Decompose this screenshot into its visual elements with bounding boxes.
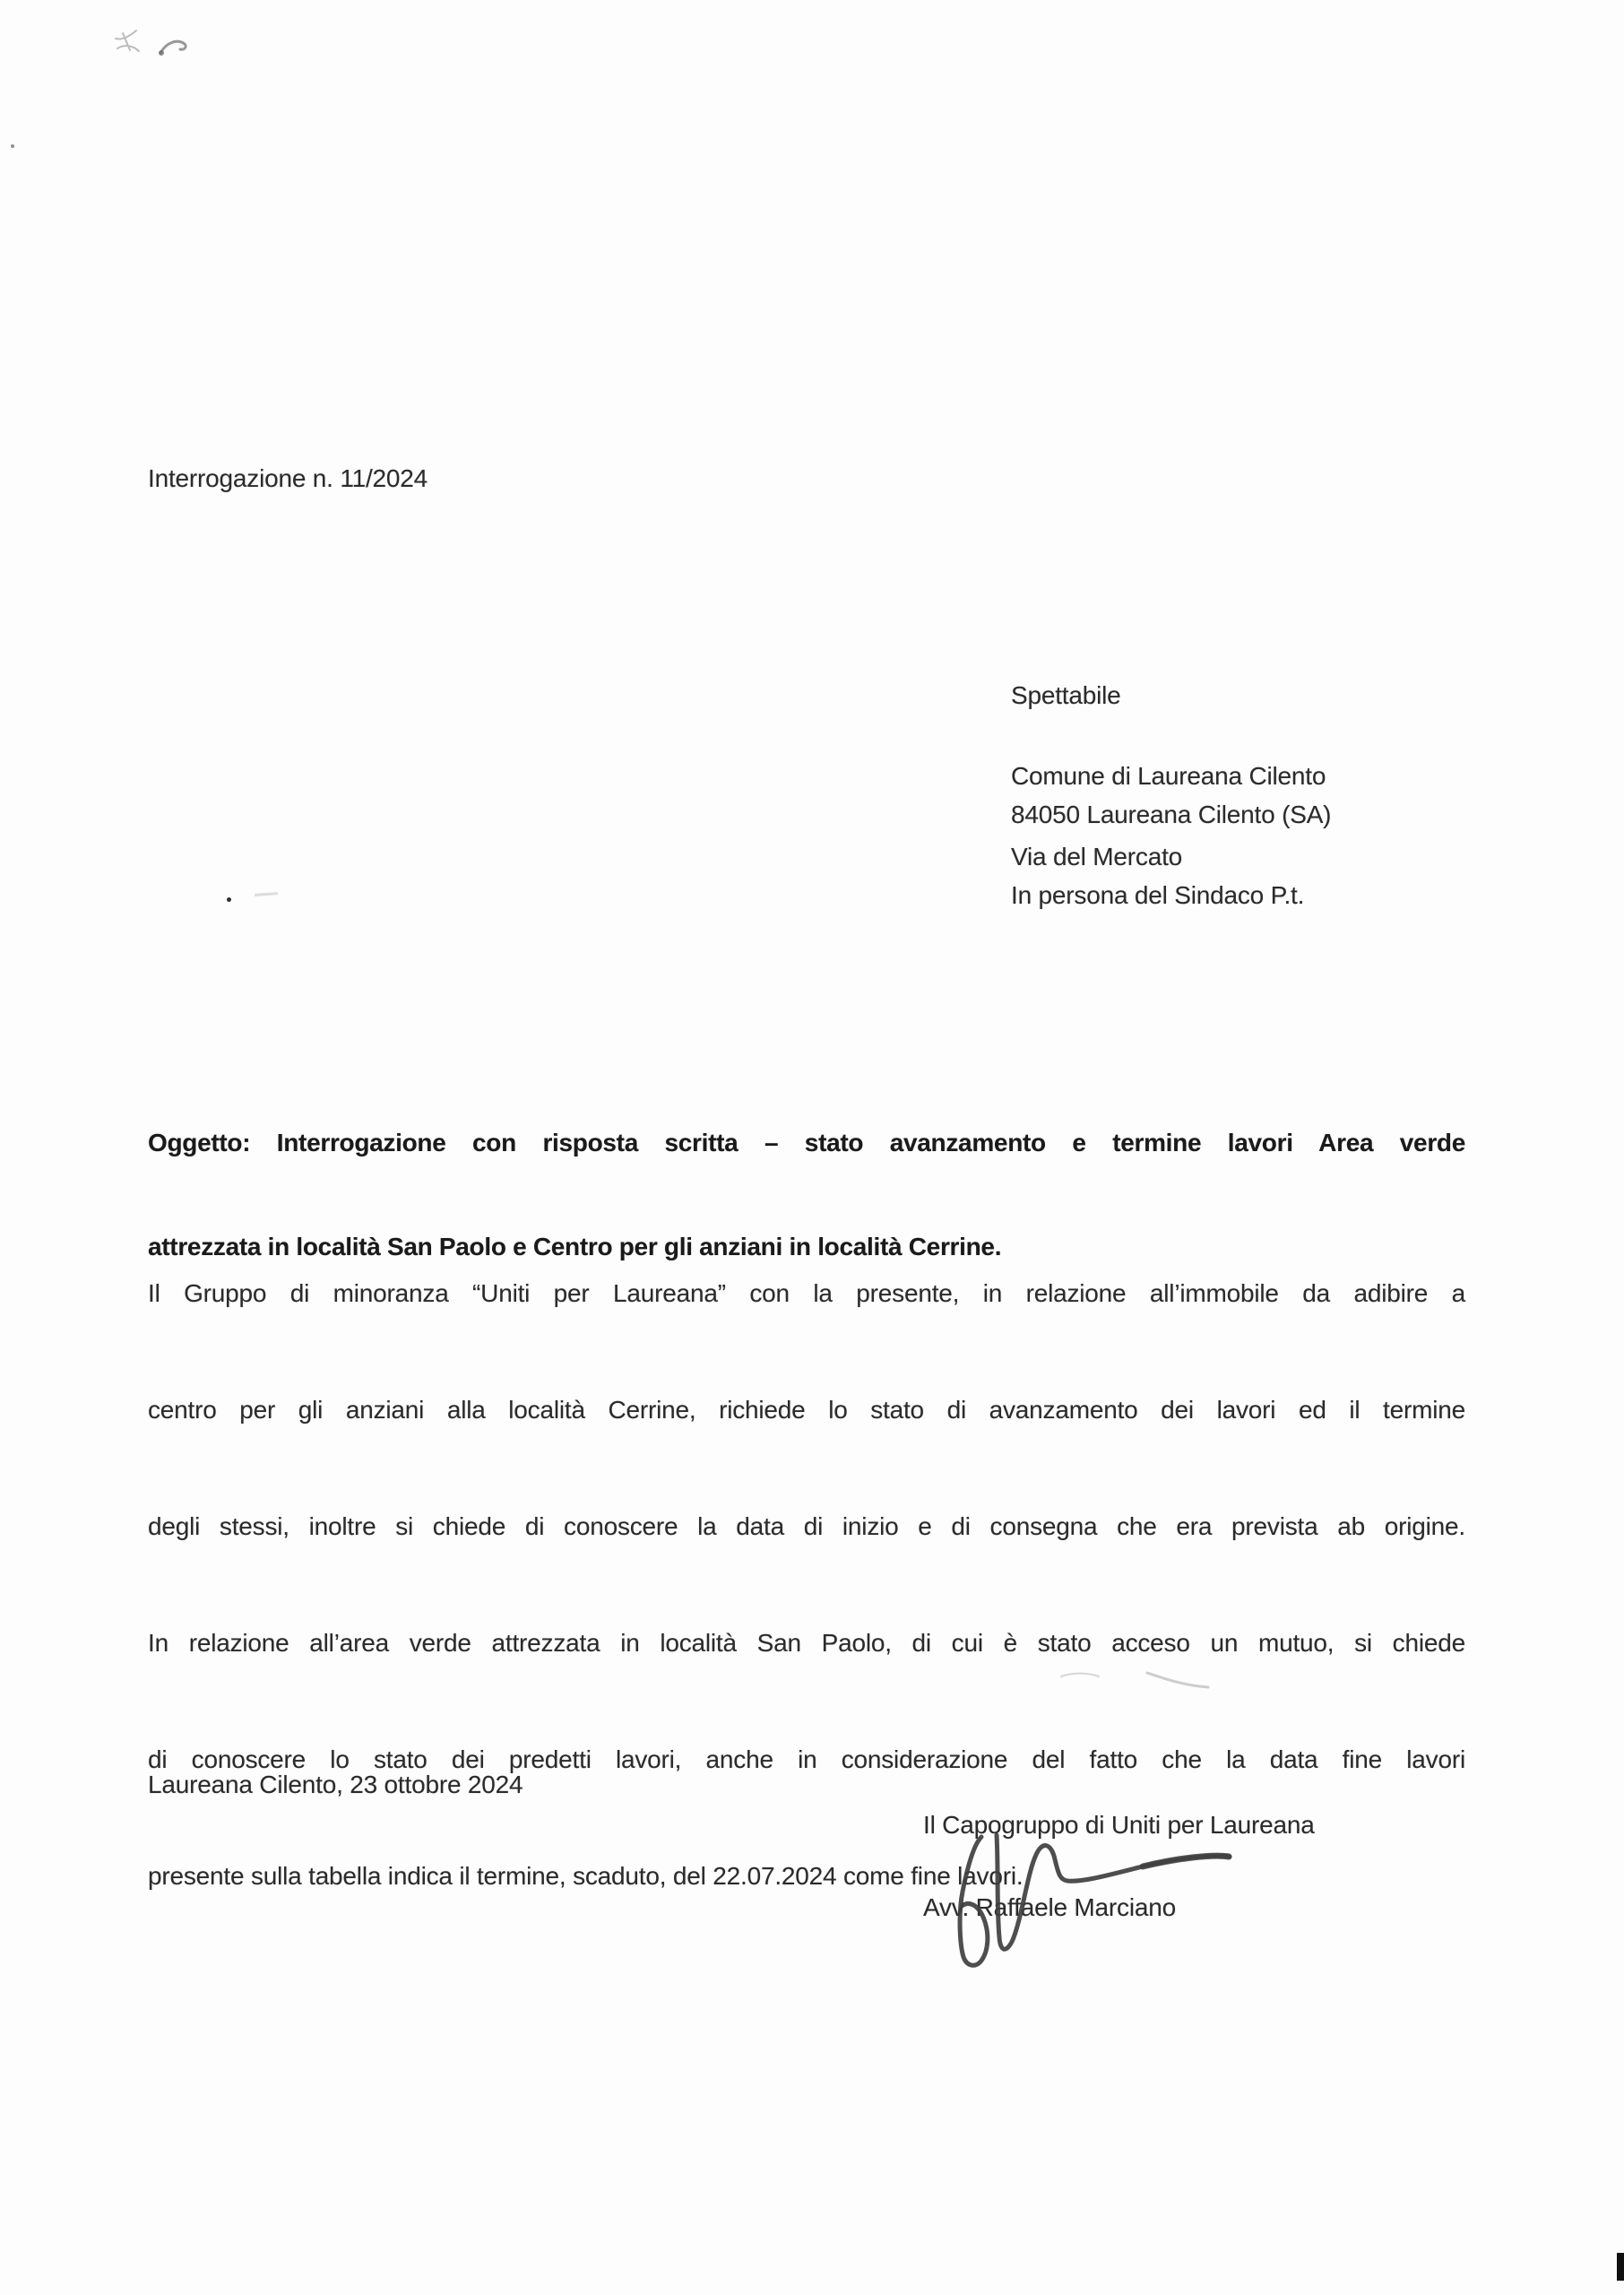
body-line: Il Gruppo di minoranza “Uniti per Laureana” con la presente, in relazione all’immobile da adibire a xyxy=(148,1279,1465,1307)
signer-name: Avv. Raffaele Marciano xyxy=(923,1893,1176,1921)
subject-line: Oggetto: Interrogazione con risposta scritta – stato avanzamento e termine lavori Area verde xyxy=(148,1129,1465,1156)
body-line: di conoscere lo stato dei predetti lavori, anche in considerazione del fatto che la data fine lavori xyxy=(148,1745,1465,1773)
body-line: In relazione all’area verde attrezzata in località San Paolo, di cui è stato acceso un mutuo, si chiede xyxy=(148,1629,1465,1657)
signer-role: Il Capogruppo di Uniti per Laureana xyxy=(923,1811,1315,1839)
recipient-line: Comune di Laureana Cilento xyxy=(1011,762,1326,790)
subject-line: attrezzata in località San Paolo e Centro per gli anziani in località Cerrine. xyxy=(148,1233,1002,1260)
recipient-line: Via del Mercato xyxy=(1011,843,1183,870)
scan-smudge-icon xyxy=(109,25,143,63)
recipient-postal-line: 84050 Laureana Cilento (SA) xyxy=(1011,801,1332,828)
scan-speck xyxy=(11,144,14,148)
scanner-edge-mark xyxy=(1617,2253,1624,2281)
scan-smudge-icon xyxy=(158,36,190,65)
place-date: Laureana Cilento, 23 ottobre 2024 xyxy=(148,1771,523,1798)
scan-speck xyxy=(227,897,231,902)
scan-smudge-icon xyxy=(1058,1666,1219,1694)
handwritten-signature-icon xyxy=(937,1824,1246,1981)
body-line: degli stessi, inoltre si chiede di conoscere la data di inizio e di consegna che era prevista ab origine. xyxy=(148,1512,1465,1540)
recipient-line: Spettabile xyxy=(1011,681,1121,709)
scan-speck xyxy=(255,892,278,896)
reference-number: Interrogazione n. 11/2024 xyxy=(148,464,428,492)
body-line: centro per gli anziani alla località Cerrine, richiede lo stato di avanzamento dei lavori ed il termine xyxy=(148,1396,1465,1424)
body-line: presente sulla tabella indica il termine, scaduto, del 22.07.2024 come fine lavori. xyxy=(148,1862,1024,1890)
recipient-attention-line: In persona del Sindaco P.t. xyxy=(1011,881,1305,909)
